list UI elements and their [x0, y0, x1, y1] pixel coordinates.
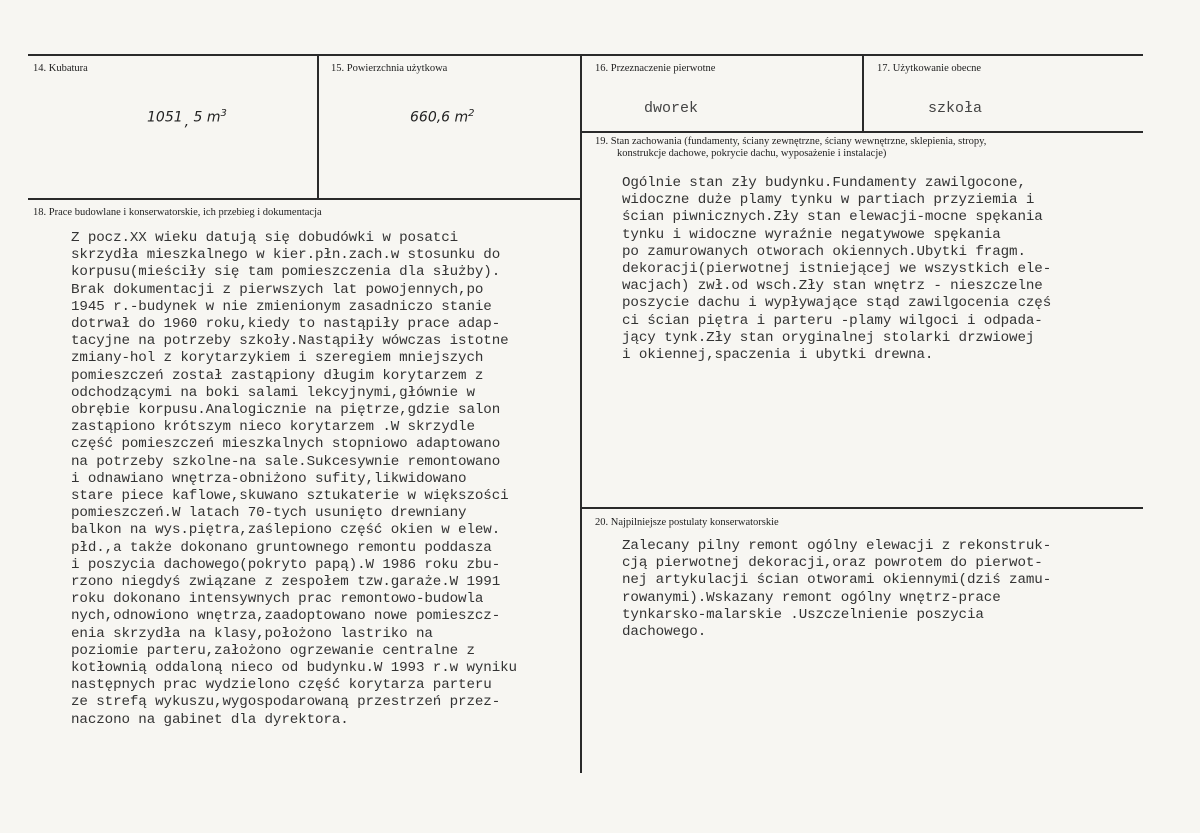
prace-text-line: ze strefą wykuszu,wygospodarowaną przestrzeń przez-: [71, 694, 501, 711]
stan-text-line: tynku i widoczne wyraźnie negatywowe spękania: [622, 226, 1001, 243]
stan-text-line: po zamurowanych otworach okiennych.Ubytki fragm.: [622, 243, 1026, 260]
stan-label-line2: konstrukcje dachowe, pokrycie dachu, wyposażenie i instalacje): [617, 148, 887, 159]
prace-text-line: pomieszczeń.W latach 70-tych usunięto drewniany: [71, 505, 467, 522]
prace-text-line: Brak dokumentacji z pierwszych lat powojennych,po: [71, 281, 484, 298]
uzytkowanie-label: 17. Użytkowanie obecne: [877, 63, 982, 74]
powierzchnia-value: [410, 108, 475, 126]
stan-text-line: dekoracji(pierwotnej istniejącej we wszystkich ele-: [622, 261, 1052, 278]
kubatura-label: 14. Kubatura: [33, 63, 88, 74]
prace-text-line: odchodzącymi na boki salami lekcyjnymi,głównie w: [71, 384, 475, 401]
prace-text-line: naczono na gabinet dla dyrektora.: [71, 711, 349, 728]
postulaty-text-line: rowanymi).Wskazany remont ogólny wnętrz-prace: [622, 589, 1001, 606]
prace-text-line: nych,odnowiono wnętrza,zaadoptowano nowe pomieszcz-: [71, 608, 501, 625]
przeznaczenie-value: dworek: [644, 100, 699, 117]
kubatura-value: [147, 108, 227, 130]
stan-text-line: wacjach) zwł.od wsch.Zły stan wnętrz - nieszczelne: [622, 278, 1043, 295]
powierzchnia-value-main: 660,6 m: [410, 109, 469, 126]
prace-text-line: roku dokonano intensywnych prac remontowo-budowla: [71, 591, 484, 608]
prace-text-line: 1945 r.-budynek w nie zmienionym zasadniczo stanie: [71, 298, 492, 315]
powierzchnia-label: 15. Powierzchnia użytkowa: [331, 63, 448, 74]
divider-16-17: [862, 55, 864, 131]
prace-text-line: i poszycia dachowego(pokryto papą).W 1986 roku zbu-: [71, 556, 501, 573]
postulaty-text: [622, 538, 1051, 641]
stan-text-line: i okiennej,spaczenia i ubytki drewna.: [622, 347, 934, 364]
postulaty-label: 20. Najpilniejsze postulaty konserwatorskie: [595, 517, 779, 528]
prace-text-line: enia skrzydła na klasy,położono lastriko na: [71, 625, 433, 642]
prace-text-line: rzono niegdyś związane z zespołem tzw.garaże.W 1991: [71, 574, 501, 591]
prace-text-line: pomieszczeń został zastąpiony długim korytarzem z: [71, 367, 484, 384]
kubatura-value-sup: 3: [220, 108, 227, 119]
prace-text-line: na potrzeby szkolne-na sale.Sukcesywnie remontowano: [71, 453, 501, 470]
kubatura-value-main: 1051: [147, 109, 183, 126]
divider-14-15: [317, 55, 319, 198]
prace-text-line: płd.,a także dokonano gruntownego remontu poddasza: [71, 539, 492, 556]
prace-text-line: zastąpiono krótszym nieco korytarzem .W skrzydle: [71, 419, 475, 436]
prace-text-line: Z pocz.XX wieku datują się dobudówki w posatci: [71, 230, 459, 246]
divider-center: [580, 55, 582, 773]
prace-text: [71, 230, 517, 729]
kubatura-value-comma: ,: [184, 113, 190, 130]
postulaty-text-line: tynkarsko-malarskie .Uszczelnienie poszycia: [622, 606, 984, 623]
hline-18-top: [28, 198, 581, 200]
stan-text: [622, 175, 1051, 364]
stan-label-line1: 19. Stan zachowania (fundamenty, ściany zewnętrzne, ściany wewnętrzne, sklepienia, stropy,: [595, 136, 987, 147]
prace-label: 18. Prace budowlane i konserwatorskie, ich przebieg i dokumentacja: [33, 207, 322, 218]
prace-text-line: część pomieszczeń mieszkalnych stopniowo adaptowano: [71, 436, 501, 453]
powierzchnia-value-sup: 2: [468, 108, 475, 119]
hline-19-top: [581, 131, 1143, 133]
stan-text-line: ścian piwnicznych.Zły stan elewacji-mocne spękania: [622, 209, 1043, 226]
stan-text-line: jący tynk.Zły stan oryginalnej stolarki drzwiowej: [622, 329, 1035, 346]
postulaty-text-line: nej artykulacji ścian otworami okiennymi(dziś zamu-: [622, 572, 1052, 589]
kubatura-value-rest: 5 m: [193, 109, 221, 126]
stan-text-line: widoczne duże plamy tynku w partiach przyziemia i: [622, 192, 1035, 209]
prace-text-line: i odnawiano wnętrza-obniżono sufity,likwidowano: [71, 470, 467, 487]
prace-text-line: korpusu(mieściły się tam pomieszczenia dla służby).: [71, 264, 501, 281]
prace-text-line: tacyjne na potrzeby szkoły.Nastąpiły wówczas istotne: [71, 333, 509, 350]
prace-text-line: skrzydła mieszkalnego w kier.płn.zach.w stosunku do: [71, 247, 501, 264]
prace-text-line: dotrwał do 1960 roku,kiedy to nastąpiły prace adap-: [71, 316, 501, 333]
stan-text-line: Ogólnie stan zły budynku.Fundamenty zawilgocone,: [622, 175, 1026, 191]
przeznaczenie-label: 16. Przeznaczenie pierwotne: [595, 63, 716, 74]
stan-text-line: ci ścian piętra i parteru -plamy wilgoci i odpada-: [622, 312, 1043, 329]
prace-text-line: zmiany-hol z korytarzykiem i szeregiem mniejszych: [71, 350, 484, 367]
top-border: [28, 54, 1143, 56]
prace-text-line: następnych prac wydzielono część korytarza parteru: [71, 677, 492, 694]
prace-text-line: poziomie parteru,założono ogrzewanie centralne z: [71, 642, 475, 659]
prace-text-line: obrębie korpusu.Analogicznie na piętrze,gdzie salon: [71, 402, 501, 419]
postulaty-text-line: dachowego.: [622, 624, 707, 641]
prace-text-line: kotłownią oddaloną nieco od budynku.W 1993 r.w wyniku: [71, 660, 517, 677]
prace-text-line: balkon na wys.piętra,zaślepiono część okien w elew.: [71, 522, 501, 539]
stan-text-line: poszycie dachu i wypływające stąd zawilgocenia częś: [622, 295, 1052, 312]
prace-text-line: stare piece kaflowe,skuwano sztukaterie w większości: [71, 488, 509, 505]
uzytkowanie-value: szkoła: [928, 100, 983, 117]
postulaty-text-line: Zalecany pilny remont ogólny elewacji z rekonstruk-: [622, 538, 1052, 554]
hline-20-top: [581, 507, 1143, 509]
postulaty-text-line: cją pierwotnej dekoracji,oraz powrotem do pierwot-: [622, 555, 1043, 572]
